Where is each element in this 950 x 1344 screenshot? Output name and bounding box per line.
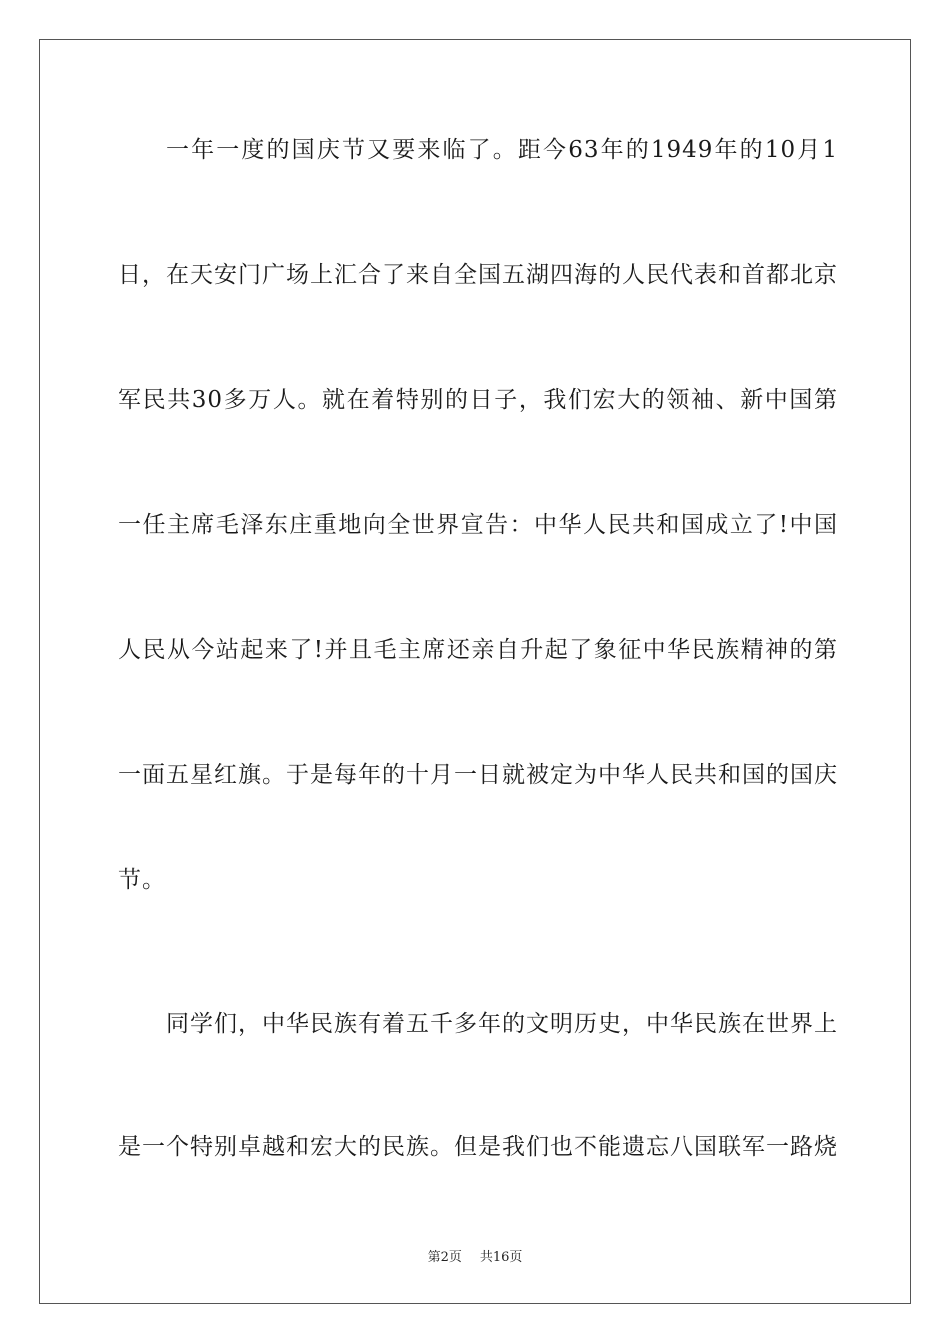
paragraph-1-line-3: 军民共30多万人。就在着特别的日子，我们宏大的领袖、新中国第	[118, 387, 838, 413]
paragraph-1-line-1: 一年一度的国庆节又要来临了。距今63年的1949年的10月1	[166, 137, 838, 163]
paragraph-2-line-2: 是一个特别卓越和宏大的民族。但是我们也不能遗忘八国联军一路烧	[118, 1134, 838, 1160]
page-footer	[0, 1246, 950, 1270]
paragraph-2-line-1: 同学们，中华民族有着五千多年的文明历史，中华民族在世界上	[166, 1011, 838, 1037]
paragraph-1-line-7: 节。	[118, 867, 166, 893]
paragraph-1-line-4: 一任主席毛泽东庄重地向全世界宣告：中华人民共和国成立了!中国	[118, 512, 838, 538]
total-pages-label: 共16页	[479, 1250, 523, 1265]
current-page-label: 第2页	[427, 1250, 462, 1265]
paragraph-1-line-5: 人民从今站起来了!并且毛主席还亲自升起了象征中华民族精神的第	[118, 637, 838, 663]
paragraph-1-line-6: 一面五星红旗。于是每年的十月一日就被定为中华人民共和国的国庆	[118, 762, 838, 788]
paragraph-1-line-2: 日，在天安门广场上汇合了来自全国五湖四海的人民代表和首都北京	[118, 262, 838, 288]
page-border	[39, 39, 911, 1304]
